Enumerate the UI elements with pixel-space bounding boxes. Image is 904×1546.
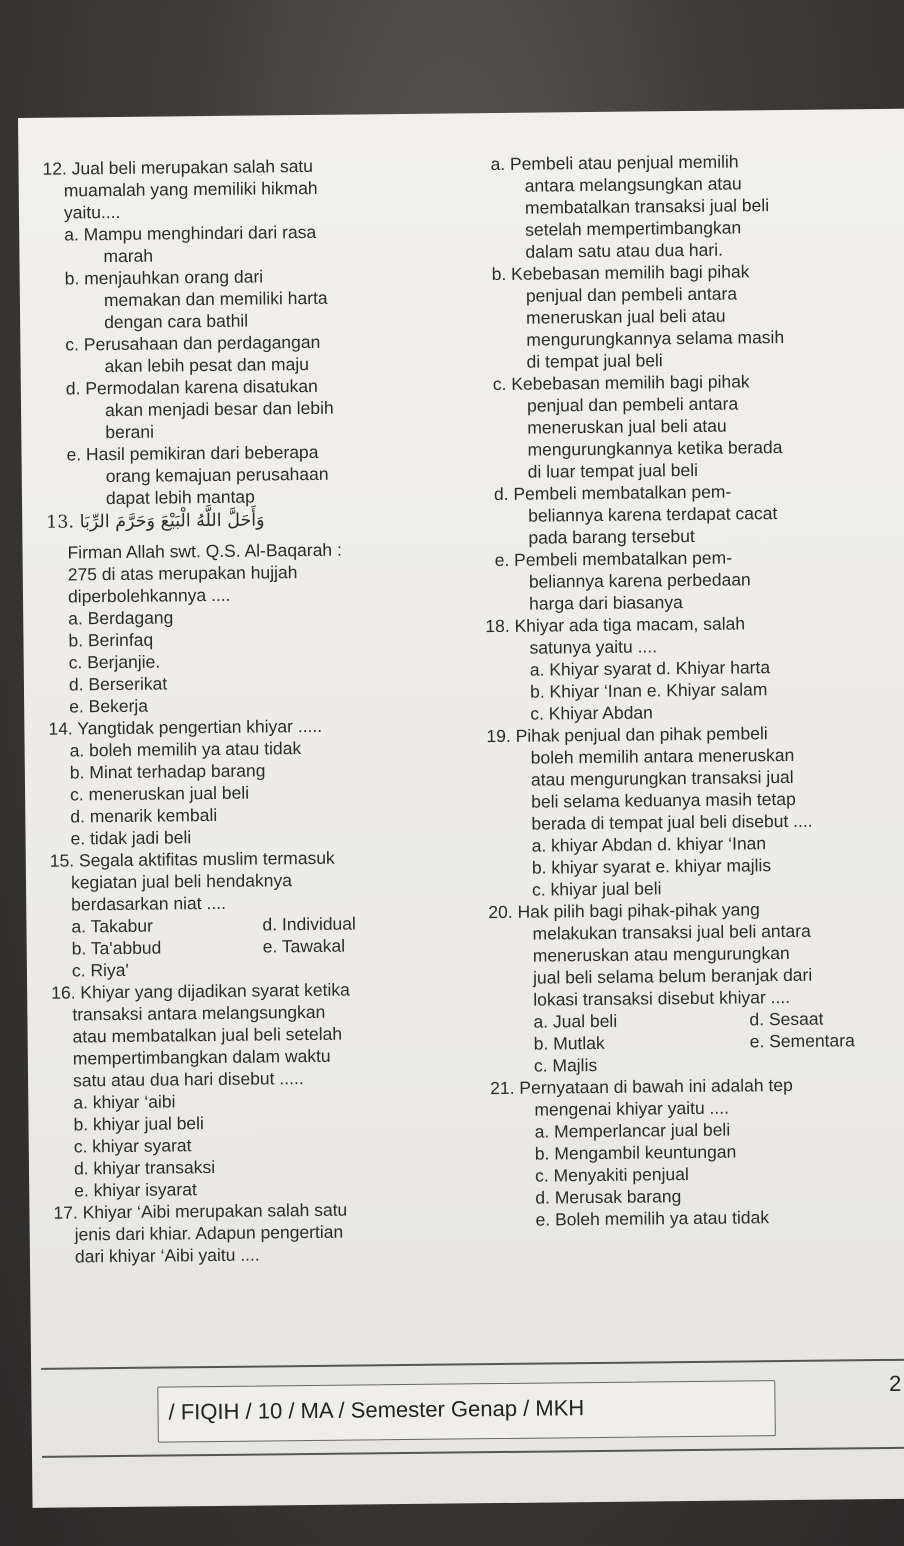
right-column-line: mengurungkannya selama masih <box>526 326 785 350</box>
right-column-line: lokasi transaksi disebut khiyar .... <box>533 986 791 1010</box>
left-column-line: 17. Khiyar ‘Aibi merupakan salah satu <box>53 1199 348 1223</box>
right-column-line: membatalkan transaksi jual beli <box>524 195 770 218</box>
right-column-line: e. Sementara <box>749 1030 855 1052</box>
page-number: 2 <box>888 1370 902 1396</box>
right-column-line: di tempat jual beli <box>526 350 663 372</box>
right-column-line: meneruskan atau mengurungkan <box>532 942 790 966</box>
right-column-line: jual beli selama belum beranjak dari <box>532 964 813 988</box>
left-column-line: b. menjauhkan orang dari <box>64 266 264 289</box>
left-column-line: b. khiyar jual beli <box>73 1113 204 1135</box>
left-column-line: c. Berjanjie. <box>68 651 161 673</box>
right-column-line: a. Khiyar syarat d. Khiyar harta <box>529 657 771 680</box>
left-column-line: jenis dari khiar. Adapun pengertian <box>74 1221 344 1245</box>
left-column-line: a. Berdagang <box>68 607 174 629</box>
left-column-line: a. khiyar ‘aibi <box>73 1091 176 1113</box>
left-column-line: e. tidak jadi beli <box>70 827 192 849</box>
right-column-line: penjual dan pembeli antara <box>526 393 739 416</box>
right-column-line: b. Kebebasan memilih bagi pihak <box>491 261 750 285</box>
right-column-line: beliannya karena perbedaan <box>528 569 751 592</box>
right-column-line: dalam satu atau dua hari. <box>525 239 724 262</box>
left-column-line: 14. Yangtidak pengertian khiyar ..... <box>48 715 323 739</box>
left-column-line: e. Hasil pemikiran dari beberapa <box>66 441 319 465</box>
right-column-line: atau mengurungkan transaksi jual <box>530 766 794 790</box>
left-column-line: b. Berinfaq <box>68 629 154 651</box>
left-column-line: 13. وَأَحَلَّ اللَّهُ الْبَيْعَ وَحَرَّمَ الرِّبَا <box>46 510 265 533</box>
right-column-line: b. Mengambil keuntungan <box>534 1141 737 1164</box>
left-column-line: c. Riya' <box>71 959 129 981</box>
left-column-line: transaksi antara melangsungkan <box>72 1001 326 1025</box>
right-column-line: a. Jual beli <box>533 1010 618 1032</box>
left-column-line: c. meneruskan jual beli <box>69 782 250 805</box>
exam-page <box>18 109 904 1508</box>
footer-band <box>41 1359 904 1458</box>
right-column-line: mengenai khiyar yaitu .... <box>534 1097 730 1120</box>
left-column-line: mempertimbangkan dalam waktu <box>72 1045 331 1069</box>
right-column-line: d. Pembeli membatalkan pem- <box>493 481 732 505</box>
right-column <box>480 109 900 1230</box>
left-column-line: 12. Jual beli merupakan salah satu <box>42 155 314 179</box>
right-column-line: a. khiyar Abdan d. khiyar ‘Inan <box>531 833 767 856</box>
left-column-line: kegiatan jual beli hendaknya <box>70 870 292 893</box>
right-column-line: c. Majlis <box>533 1054 598 1076</box>
right-column-line: berada di tempat jual beli disebut .... <box>531 810 813 834</box>
right-column-line: mengurungkannya ketika berada <box>527 437 783 460</box>
right-column-line: antara melangsungkan atau <box>524 173 742 196</box>
right-column-line: c. khiyar jual beli <box>532 878 662 900</box>
right-column-line: c. Khiyar Abdan <box>530 702 653 724</box>
footer-text: / FIQIH / 10 / MA / Semester Genap / MKH <box>168 1395 585 1425</box>
left-column-line: 275 di atas merupakan hujjah <box>67 562 298 585</box>
right-column-line: setelah mempertimbangkan <box>525 217 742 240</box>
left-column-line: dengan cara bathil <box>104 310 249 333</box>
right-column-line: c. Menyakiti penjual <box>534 1164 689 1186</box>
left-column-line: akan menjadi besar dan lebih <box>104 397 334 421</box>
right-column-line: di luar tempat jual beli <box>527 459 699 482</box>
right-column-line: harga dari biasanya <box>529 592 683 614</box>
left-column-line: e. Bekerja <box>69 695 149 717</box>
left-column-line: yaitu.... <box>63 201 121 223</box>
left-column <box>42 113 462 1267</box>
left-column-line: e. Tawakal <box>262 935 346 957</box>
left-column-line: satu atau dua hari disebut ..... <box>72 1068 304 1091</box>
left-column-line: orang kemajuan perusahaan <box>105 463 329 487</box>
left-column-line: dari khiyar ‘Aibi yaitu .... <box>74 1244 260 1267</box>
left-column-line: a. Mampu menghindari dari rasa <box>64 221 317 245</box>
left-column-line: a. boleh memilih ya atau tidak <box>69 738 302 761</box>
left-column-line: d. Permodalan karena disatukan <box>65 375 318 399</box>
right-column-line: b. khiyar syarat e. khiyar majlis <box>531 855 772 878</box>
right-column-line: beli selama keduanya masih tetap <box>531 788 796 812</box>
right-column-line: 20. Hak pilih bagi pihak-pihak yang <box>488 899 760 923</box>
left-column-line: d. khiyar transaksi <box>73 1156 216 1179</box>
left-column-line: c. Perusahaan dan perdagangan <box>65 331 321 355</box>
right-column-line: a. Pembeli atau penjual memilih <box>490 151 739 175</box>
left-column-line: diperbolehkannya .... <box>67 584 231 607</box>
left-column-line: 15. Segala aktifitas muslim termasuk <box>49 847 335 871</box>
left-column-line: e. khiyar isyarat <box>74 1179 197 1201</box>
right-column-line: pada barang tersebut <box>528 525 695 548</box>
right-column-line: 21. Pernyataan di bawah ini adalah tep <box>490 1074 793 1099</box>
right-column-line: e. Pembeli membatalkan pem- <box>494 547 733 571</box>
left-column-line: 16. Khiyar yang dijadikan syarat ketika <box>51 979 350 1003</box>
left-column-line: dapat lebih mantap <box>105 486 255 509</box>
left-column-line: atau membatalkan jual beli setelah <box>72 1023 343 1047</box>
left-column-line: marah <box>103 245 154 267</box>
left-column-line: memakan dan memiliki harta <box>103 287 328 311</box>
left-column-line: Firman Allah swt. Q.S. Al-Baqarah : <box>67 539 342 563</box>
left-column-line: d. Individual <box>262 913 356 935</box>
right-column-line: e. Boleh memilih ya atau tidak <box>535 1207 770 1230</box>
left-column-line: d. Berserikat <box>68 673 168 695</box>
left-column-line: c. khiyar syarat <box>73 1135 192 1157</box>
left-column-line: d. menarik kembali <box>70 804 218 827</box>
left-column-line: b. Minat terhadap barang <box>69 760 266 783</box>
right-column-line: b. Mutlak <box>533 1032 605 1054</box>
footer-label-box <box>157 1380 776 1442</box>
right-column-line: d. Sesaat <box>749 1008 824 1030</box>
right-column-line: a. Memperlancar jual beli <box>534 1119 731 1142</box>
right-column-line: penjual dan pembeli antara <box>525 283 738 306</box>
right-column-line: meneruskan jual beli atau <box>526 305 726 328</box>
right-column-line: satunya yaitu .... <box>529 636 658 658</box>
left-column-line: berdasarkan niat .... <box>71 892 227 915</box>
right-column-line: beliannya karena terdapat cacat <box>528 503 778 526</box>
right-column-line: c. Kebebasan memilih bagi pihak <box>492 371 750 395</box>
left-column-line: berani <box>105 421 155 443</box>
right-column-line: 19. Pihak penjual dan pihak pembeli <box>486 723 768 747</box>
left-column-line: a. Takabur <box>71 915 153 937</box>
left-column-line: b. Ta'abbud <box>71 937 162 959</box>
left-column-line: muamalah yang memiliki hikmah <box>63 177 318 201</box>
right-column-line: melakukan transaksi jual beli antara <box>532 920 811 944</box>
left-column-line: akan lebih pesat dan maju <box>104 353 310 377</box>
right-column-line: boleh memilih antara meneruskan <box>530 744 795 768</box>
right-column-line: d. Merusak barang <box>535 1186 682 1208</box>
right-column-line: b. Khiyar ‘Inan e. Khiyar salam <box>529 679 768 702</box>
right-column-line: 18. Khiyar ada tiga macam, salah <box>485 613 746 637</box>
right-column-line: meneruskan jual beli atau <box>527 415 727 438</box>
